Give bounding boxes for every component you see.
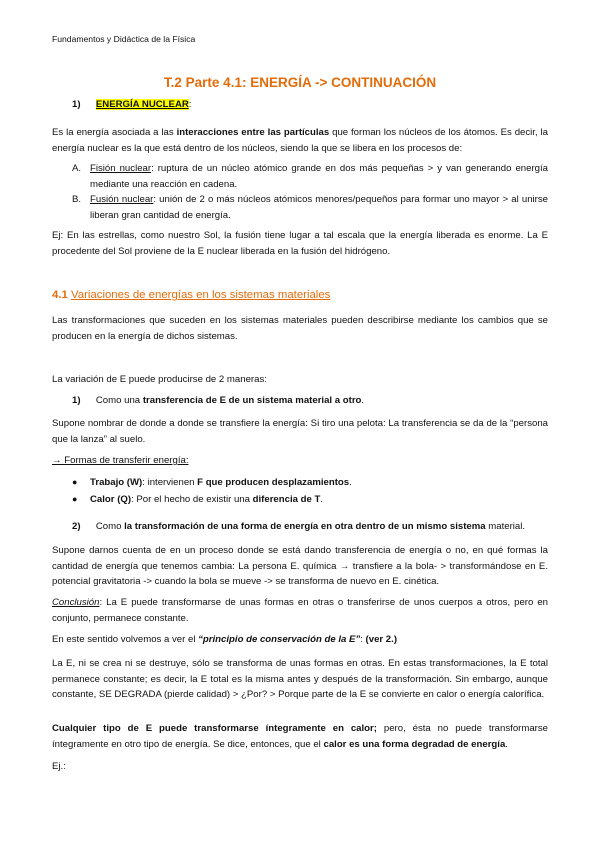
text: En este sentido volvemos a ver el xyxy=(52,634,199,645)
page-title: T.2 Parte 4.1: ENERGÍA -> CONTINUACIÓN xyxy=(163,75,437,90)
text: Como una xyxy=(95,395,143,406)
section-1-heading xyxy=(72,99,191,110)
term: Calor (Q) xyxy=(90,494,132,505)
text-bold: transferencia de E de un sistema material a otro xyxy=(142,395,362,406)
section-4-1-heading xyxy=(52,289,330,301)
colon: : xyxy=(188,99,192,110)
text-bold: interacciones entre las partículas xyxy=(176,127,330,138)
text: . xyxy=(320,494,324,505)
term: Fusión nuclear xyxy=(90,194,154,205)
principle-name: “principio de conservación de la E” xyxy=(198,634,361,645)
bullet-item-trabajo xyxy=(90,475,548,491)
section-label: Variaciones de energías en los sistemas materiales xyxy=(71,289,331,301)
bullet-icon: ● xyxy=(72,477,78,487)
text: Es la energía asociada a las xyxy=(52,127,177,138)
reference: (ver 2.) xyxy=(365,634,398,645)
paragraph-transformations: Las transformaciones que suceden en los sistemas materiales pueden describirse mediante los cambios que se producen en la energía de dichos sistemas. xyxy=(52,315,548,342)
section-1-number: 1) xyxy=(72,99,81,110)
paragraph-heat xyxy=(52,721,548,752)
item-2 xyxy=(72,521,525,532)
paragraph-nuclear-definition xyxy=(52,125,548,156)
text: : xyxy=(360,634,366,645)
bullet-item-calor xyxy=(90,492,548,508)
text: Como xyxy=(95,521,125,532)
document-header: Fundamentos y Didáctica de la Física xyxy=(52,34,196,44)
energia-nuclear-label: ENERGÍA NUCLEAR xyxy=(95,99,189,110)
list-marker-b: B. xyxy=(72,194,82,205)
list-item-fision xyxy=(90,161,548,192)
text-bold: la transformación de una forma de energía en otra dentro de un mismo sistema xyxy=(124,521,486,532)
item-1 xyxy=(72,395,364,406)
conclusion-label: Conclusión xyxy=(52,597,100,608)
paragraph-example-sun: Ej: En las estrellas, como nuestro Sol, la fusión tiene lugar a tal escala que la energía liberada es enorme. La E procedente del Sol proviene de la E nuclear liberada en la fusión del hidrógeno. xyxy=(52,230,548,257)
text: . xyxy=(505,738,508,750)
paragraph-conclusion xyxy=(52,595,548,626)
text: pero, ésta no puede transformarse íntegramente en otro tipo de energía. Se dice, entonces, que el xyxy=(52,723,549,750)
text: . xyxy=(349,477,352,488)
paragraph-transformation-example: Supone darnos cuenta de en un proceso donde se está dando transferencia de energía o no, en qué formas la cantidad de energía que tenemos cambia: La persona E. química → transfiere a la bola- > transformándose en E. potencial gravitatoria -> cuando la bola se mueve -> se transforma de nuevo en E. cinética. xyxy=(52,545,548,588)
text-bold: Cualquier tipo de E puede transformarse íntegramente en calor; xyxy=(52,723,377,734)
forms-heading: → Formas de transferir energía: xyxy=(52,455,189,466)
text-bold: diferencia de T xyxy=(252,494,321,505)
list-item-fusion xyxy=(90,192,548,223)
list-marker-a: A. xyxy=(72,163,82,174)
paragraph-transfer-example: Supone nombrar de donde a donde se transfiere la energía: Si tiro una pelota: La transferencia se da de la “persona que la lanza” al suelo. xyxy=(52,418,548,445)
item-number: 2) xyxy=(72,521,81,532)
paragraph-example-label: Ej.: xyxy=(52,761,66,772)
text: : intervienen xyxy=(142,477,198,488)
text: . xyxy=(361,395,365,406)
section-number: 4.1 xyxy=(52,289,71,301)
text: material. xyxy=(485,521,526,532)
item-number: 1) xyxy=(72,395,81,406)
text: : La E puede transformarse de unas formas en otras o transferirse de unos cuerpos a otros, pero en conjunto, permanece constante. xyxy=(52,597,548,624)
paragraph-conservation: La E, ni se crea ni se destruye, sólo se transforma de unas formas en otras. En estas transformaciones, la E total permanece constante; es decir, la E total es la misma antes y después de la transformación. Sin embargo, aunque constante, SE DEGRADA (pierde calidad) > ¿Por? > Porque parte de la E se convierte en calor o energía calorífica. xyxy=(52,658,548,701)
text: que forman los núcleos de los átomos. Es decir, la energía nuclear es la que está dentro de los núcleos, siendo la que se libera en los procesos de: xyxy=(52,127,548,154)
text-bold: calor es una forma degradad de energía xyxy=(323,738,506,750)
text: : ruptura de un núcleo atómico grande en dos más pequeñas > y van generando energía mediante una reacción en cadena. xyxy=(90,163,548,190)
term: Fisión nuclear xyxy=(90,163,152,174)
bullet-icon: ● xyxy=(72,494,78,504)
text: : unión de 2 o más núcleos atómicos menores/pequeños para formar uno mayor > al unirse liberan gran cantidad de energía. xyxy=(90,194,548,221)
text-bold: F que producen desplazamientos xyxy=(197,477,350,488)
paragraph-variation: La variación de E puede producirse de 2 maneras: xyxy=(52,374,267,385)
term: Trabajo (W) xyxy=(90,477,143,488)
text: : Por el hecho de existir una xyxy=(131,494,253,505)
paragraph-principle xyxy=(52,632,548,648)
